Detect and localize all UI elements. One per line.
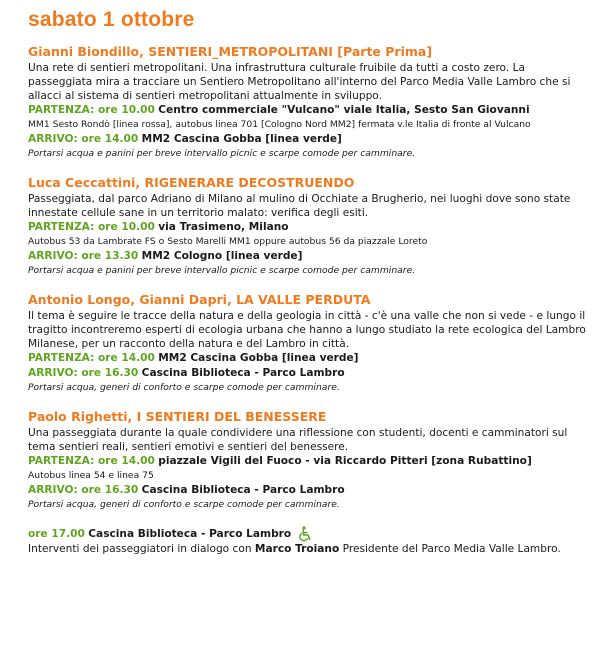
transport-info: Autobus 53 da Lambrate FS o Sesto Marelli MM1 oppure autobus 56 da piazzale Loreto [28,236,428,247]
departure-row [28,220,588,235]
event-title: Antonio Longo, Gianni Dapri, LA VALLE PERDUTA [28,292,371,307]
departure-row [28,454,588,469]
arrival-label: ARRIVO: ore 13.30 [28,250,139,262]
closing-desc-text-end: Presidente del Parco Media Valle Lambro. [339,543,561,555]
page-title: sabato 1 ottobre [28,8,195,31]
departure-label: PARTENZA: ore 10.00 [28,104,155,116]
arrival-row [28,132,588,147]
event-title: Gianni Biondillo, SENTIERI_METROPOLITANI [Parte Prima] [28,44,433,59]
arrival-place: Cascina Biblioteca - Parco Lambro [141,484,345,496]
arrival-row [28,483,588,498]
president-name: Marco Troiano [254,543,340,555]
arrival-label: ARRIVO: ore 14.00 [28,133,139,145]
event-longo-dapri [28,292,588,395]
event-ceccattini [28,175,588,278]
departure-place: piazzale Vigili del Fuoco - via Riccardo Pitteri [zona Rubattino] [158,455,532,467]
departure-label: PARTENZA: ore 14.00 [28,455,155,467]
program-page [28,8,588,557]
event-description: Il tema è seguire le tracce della natura e della geologia in città - c'è una valle che non si vede - e lungo il tragitto incontreremo esperti di ecologia urbana che hanno a lungo studiato la rete ecologica del Lambro Milanese, per un racconto della natura e del Lambro in città. [28,310,586,350]
event-righetti [28,409,588,512]
arrival-row [28,366,588,381]
event-note: Portarsi acqua e panini per breve intervallo picnic e scarpe comode per camminare. [28,148,416,159]
closing-row [28,526,588,542]
departure-row [28,103,588,118]
transport-info: MM1 Sesto Rondò [linea rossa], autobus linea 701 [Cologno Nord MM2] fermata v.le Italia di fronte al Vulcano [28,119,531,130]
closing-place: Cascina Biblioteca - Parco Lambro [88,528,292,540]
transport-info: Autobus linea 54 e linea 75 [28,470,154,481]
event-description: Una passeggiata durante la quale condividere una riflessione con studenti, docenti e camminatori sul tema sentieri reali, sentieri emotivi e sentieri del benessere. [28,427,568,453]
closing-desc-text: Interventi dei passeggiatori in dialogo con [28,543,255,555]
event-description: Una rete di sentieri metropolitani. Una infrastruttura culturale fruibile da tutti a costo zero. La passeggiata mira a tracciare un Sentiero Metropolitano all'interno del Parco Media Valle Lambro che si allacci al sistema di sentieri metropolitani attualmente in sviluppo. [28,62,571,102]
arrival-place: MM2 Cologno [linea verde] [141,250,303,262]
departure-place: via Trasimeno, Milano [158,221,289,233]
wheelchair-accessible-icon [297,526,313,542]
arrival-place: Cascina Biblioteca - Parco Lambro [141,367,345,379]
event-biondillo [28,44,588,161]
event-note: Portarsi acqua e panini per breve intervallo picnic e scarpe comode per camminare. [28,265,416,276]
departure-place: MM2 Cascina Gobba [linea verde] [158,352,359,364]
event-note: Portarsi acqua, generi di conforto e scarpe comode per camminare. [28,499,340,510]
closing-time: ore 17.00 [28,528,85,540]
arrival-row [28,249,588,264]
arrival-label: ARRIVO: ore 16.30 [28,367,139,379]
event-note: Portarsi acqua, generi di conforto e scarpe comode per camminare. [28,382,340,393]
closing-description [28,542,588,557]
departure-label: PARTENZA: ore 14.00 [28,352,155,364]
arrival-place: MM2 Cascina Gobba [linea verde] [141,133,342,145]
event-title: Paolo Righetti, I SENTIERI DEL BENESSERE [28,409,327,424]
event-description: Passeggiata, dal parco Adriano di Milano al mulino di Occhiate a Brugherio, nei luoghi dove sono state innestate cellule sane in un territorio malato: verifica degli esiti. [28,193,571,219]
departure-place: Centro commerciale "Vulcano" viale Italia, Sesto San Giovanni [158,104,530,116]
closing-event [28,526,588,557]
arrival-label: ARRIVO: ore 16.30 [28,484,139,496]
departure-row [28,351,588,366]
event-title: Luca Ceccattini, RIGENERARE DECOSTRUENDO [28,175,355,190]
departure-label: PARTENZA: ore 10.00 [28,221,155,233]
